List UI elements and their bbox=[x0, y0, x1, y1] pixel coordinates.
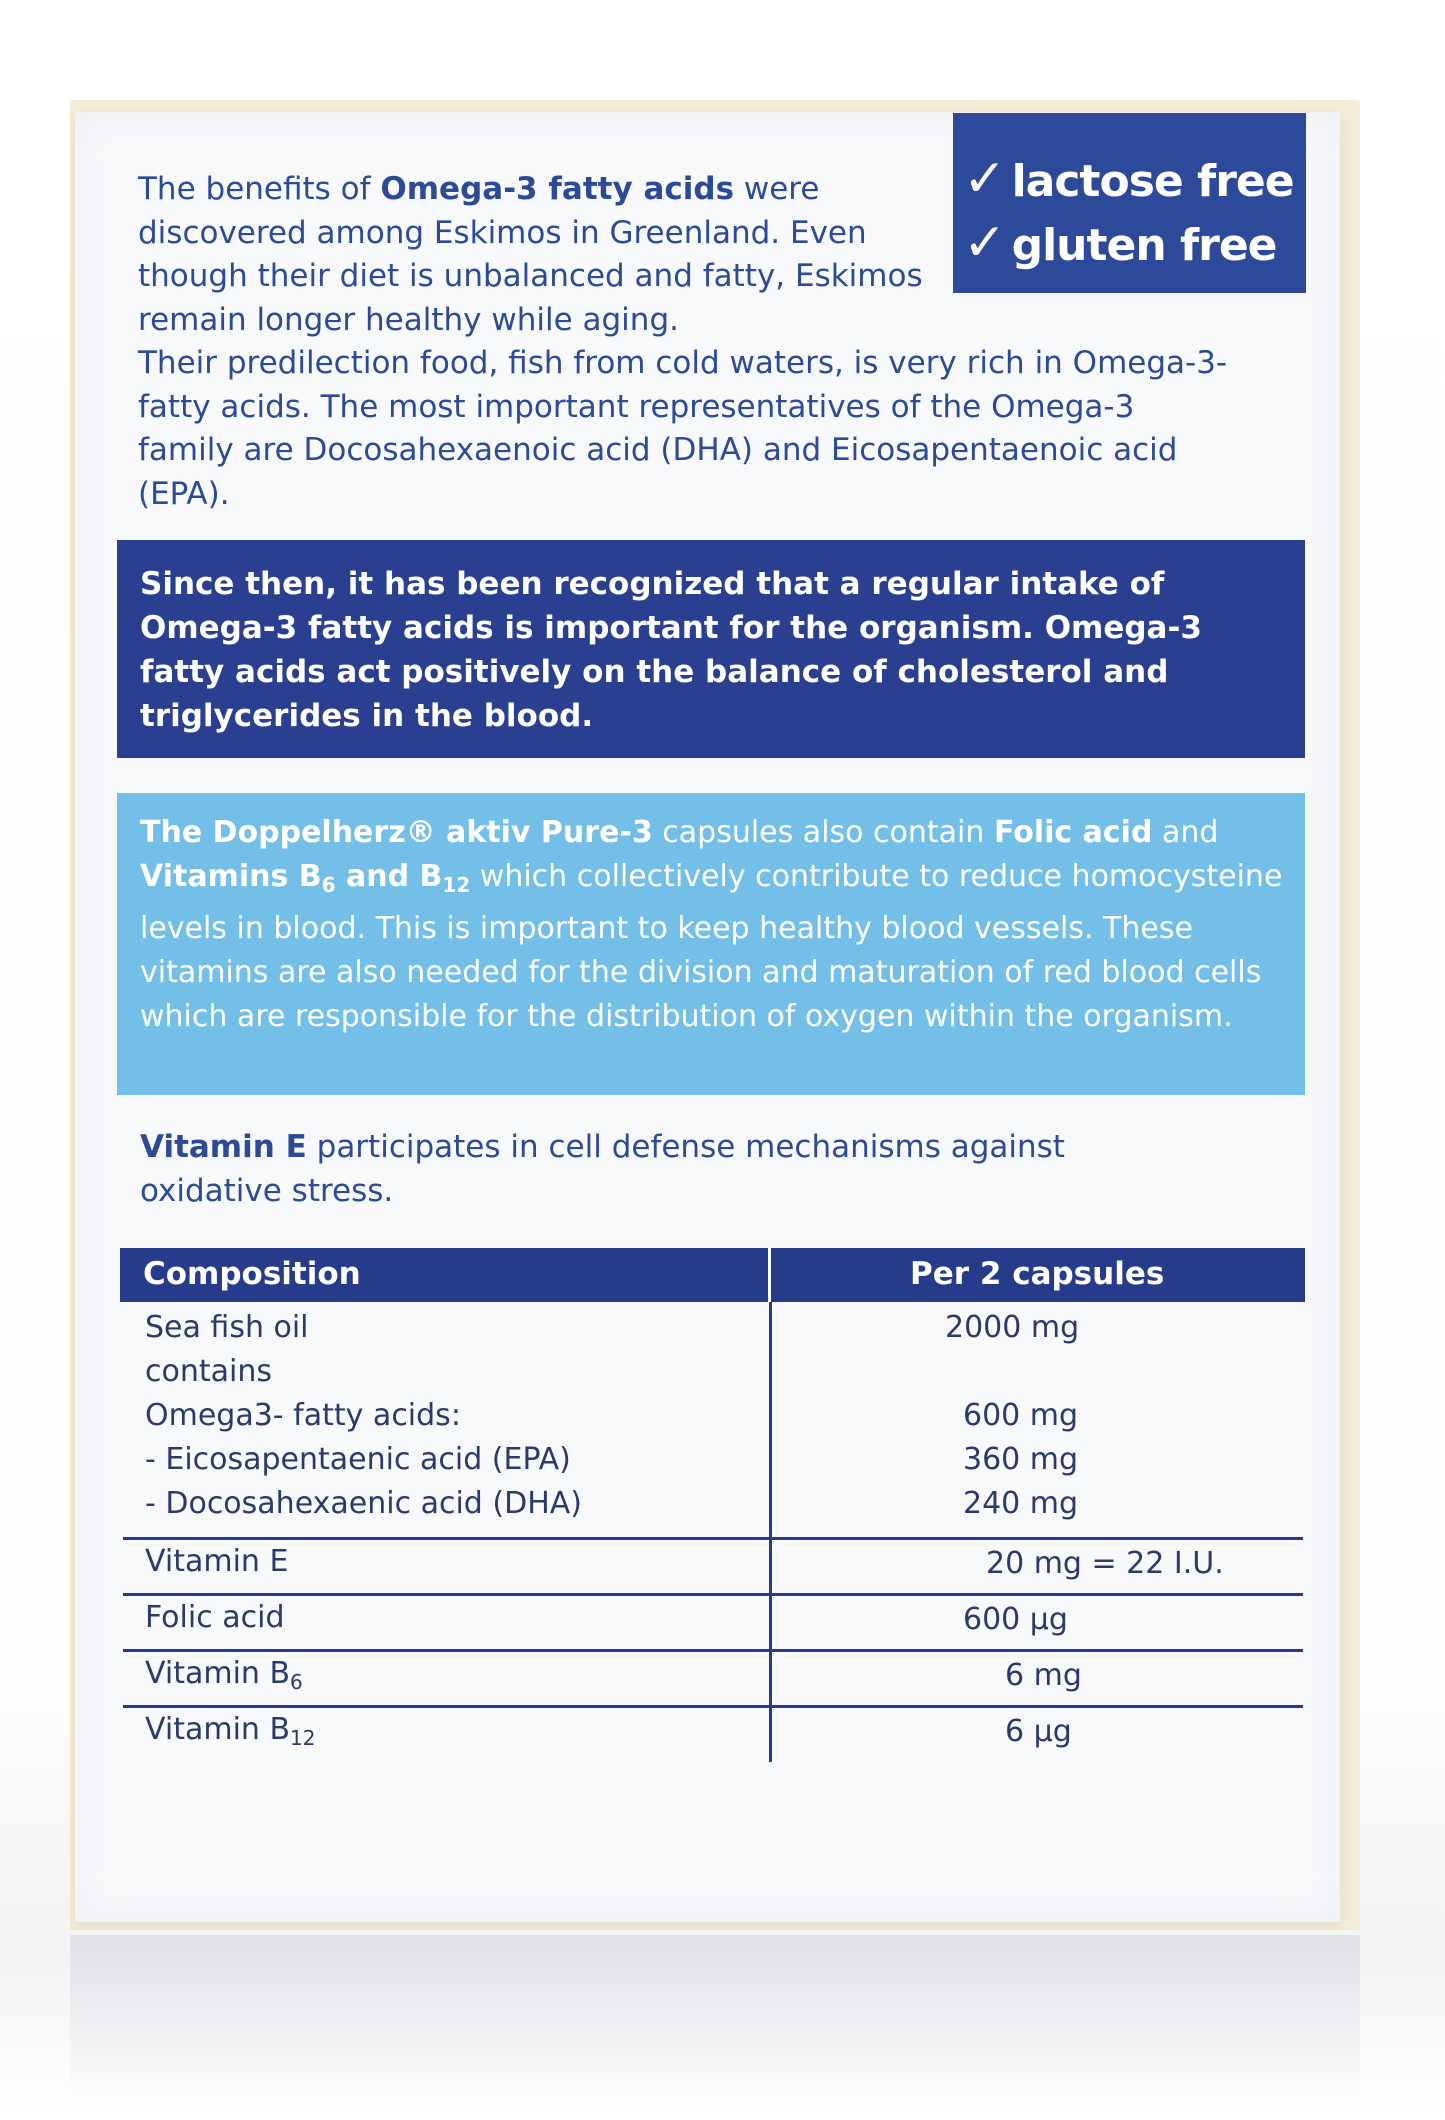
subscript-12: 12 bbox=[290, 1726, 316, 1750]
column-divider bbox=[769, 1302, 772, 1762]
panel-text: and bbox=[1152, 815, 1219, 850]
intro-text: The benefits of bbox=[138, 171, 381, 207]
folic-acid-term: Folic acid bbox=[993, 815, 1153, 850]
panel-text: which collectively contribute to reduce homocysteine levels in blood. This is important to keep healthy blood vessels. These vitamins are also needed for the division and maturation of red blood cells which are responsible for the distribution of oxygen within the organism. bbox=[140, 859, 1283, 1034]
surface-reflection bbox=[70, 1935, 1360, 2120]
row-label-folic-acid: Folic acid bbox=[145, 1600, 285, 1635]
composition-table bbox=[120, 1302, 1305, 1762]
row-label-vitamin-e: Vitamin E bbox=[145, 1544, 289, 1579]
row-value-vitamin-b6: 6 mg bbox=[1005, 1658, 1082, 1693]
subscript-12: 12 bbox=[442, 873, 471, 897]
row-value-folic-acid: 600 µg bbox=[963, 1602, 1068, 1637]
row-label-contains: contains bbox=[145, 1354, 272, 1389]
cholesterol-info-text: Since then, it has been recognized that a regular intake of Omega-3 fatty acids is important for the organism. Omega-3 fatty acids act positively on the balance of cholesterol and triglycerides in the blood. bbox=[140, 566, 1202, 734]
row-label-omega3: Omega3- fatty acids: bbox=[145, 1398, 461, 1433]
row-separator bbox=[123, 1649, 1303, 1652]
intro-second-part: Their predilection food, fish from cold waters, is very rich in Omega-3-fatty acids. The most important representatives of the Omega-3 family are Docosahexaenoic acid (DHA) and Eicosapentaenoic acid (EPA). bbox=[138, 345, 1228, 512]
composition-table-header bbox=[120, 1248, 1305, 1302]
badge-gluten-text: gluten free bbox=[1011, 220, 1277, 271]
row-label-dha: - Docosahexaenic acid (DHA) bbox=[145, 1486, 582, 1521]
intro-bold: Omega-3 fatty acids bbox=[380, 171, 735, 207]
intro-text: were discovered among Eskimos in Greenland. Even though their diet is unbalanced and fatty, Eskimos remain longer healthy while aging. bbox=[138, 171, 923, 338]
panel-text: capsules also contain bbox=[652, 815, 994, 850]
row-value-sea-fish-oil: 2000 mg bbox=[945, 1310, 1080, 1345]
subscript-6: 6 bbox=[321, 873, 336, 897]
row-value-vitamin-e: 20 mg = 22 I.U. bbox=[986, 1546, 1224, 1581]
row-value-omega3: 600 mg bbox=[963, 1398, 1079, 1433]
row-value-vitamin-b12: 6 µg bbox=[1005, 1714, 1072, 1749]
vitamins-b-text: Vitamins B bbox=[140, 859, 322, 894]
vitamin-b-text: Vitamin B bbox=[145, 1712, 291, 1747]
cholesterol-info-panel bbox=[117, 540, 1305, 758]
brand-name: The Doppelherz® aktiv Pure-3 bbox=[140, 815, 653, 850]
intro-paragraph bbox=[138, 168, 1228, 516]
row-separator bbox=[123, 1705, 1303, 1708]
vitamins-info-text bbox=[140, 811, 1290, 1039]
checkmark-icon: ✓ bbox=[963, 213, 1006, 273]
header-composition: Composition bbox=[143, 1256, 361, 1292]
vitamin-e-term: Vitamin E bbox=[140, 1129, 307, 1165]
vitamins-info-panel bbox=[117, 793, 1305, 1095]
vitamin-e-paragraph bbox=[140, 1125, 1140, 1213]
row-label-vitamin-b12 bbox=[145, 1712, 316, 1750]
row-separator bbox=[123, 1593, 1303, 1596]
and-b-text: and B bbox=[335, 859, 443, 894]
row-separator bbox=[123, 1537, 1303, 1540]
row-label-sea-fish-oil: Sea fish oil bbox=[145, 1310, 309, 1345]
subscript-6: 6 bbox=[290, 1670, 303, 1694]
row-label-epa: - Eicosapentaenic acid (EPA) bbox=[145, 1442, 571, 1477]
vitamin-e-text: participates in cell defense mechanisms against oxidative stress. bbox=[140, 1129, 1065, 1209]
vitamins-term bbox=[140, 859, 471, 897]
checkmark-icon: ✓ bbox=[963, 149, 1006, 209]
row-label-vitamin-b6 bbox=[145, 1656, 303, 1694]
header-per-2-capsules: Per 2 capsules bbox=[910, 1256, 1165, 1292]
badge-lactose-text: lactose free bbox=[1011, 156, 1294, 207]
row-value-dha: 240 mg bbox=[963, 1486, 1079, 1521]
vitamin-b-text: Vitamin B bbox=[145, 1656, 291, 1691]
intro-first-part bbox=[138, 168, 928, 342]
row-value-epa: 360 mg bbox=[963, 1442, 1079, 1477]
header-divider bbox=[768, 1248, 771, 1302]
